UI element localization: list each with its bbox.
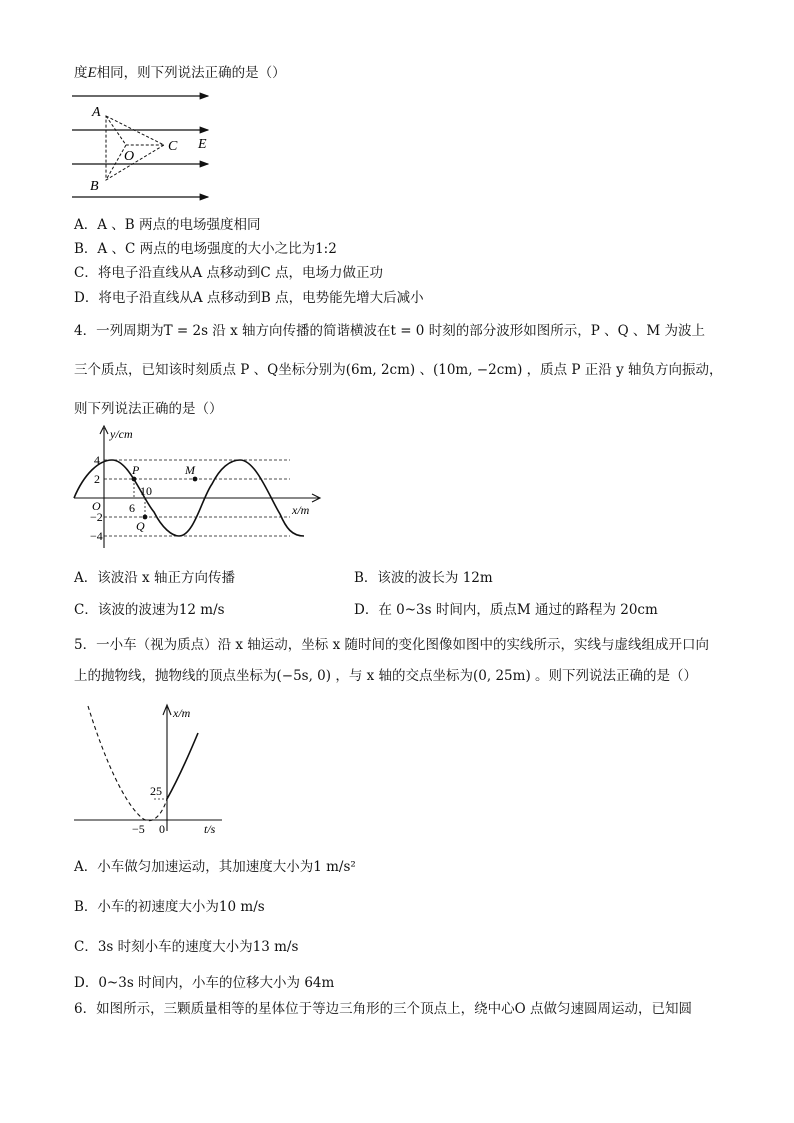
label-b: B	[90, 179, 99, 194]
q4-option-a: A．该波沿 x 轴正方向传播	[74, 570, 235, 586]
q3-field-figure	[70, 88, 220, 204]
q4-option-d: D．在 0~3s 时间内，质点M 通过的路程为 20cm	[354, 602, 658, 618]
label-c: C	[168, 139, 178, 154]
q3-stem: 度E相同，则下列说法正确的是（）	[74, 65, 286, 81]
q6-stem-line-1: 6．如图所示，三颗质量相等的星体位于等边三角形的三个顶点上，绕中心O 点做匀速圆周运动，已知圆	[74, 1001, 692, 1017]
q4-stem-line-1: 4．一列周期为T = 2s 沿 x 轴方向传播的简谐横波在t = 0 时刻的部分波形如图所示，P 、Q 、M 为波上	[74, 323, 706, 339]
wave-ytick-2: 2	[94, 472, 100, 486]
q5-option-b: B．小车的初速度大小为10 m/s	[74, 899, 265, 915]
q5-option-d: D．0~3s 时间内，小车的位移大小为 64m	[74, 975, 335, 991]
q5-stem-line-1: 5．一小车（视为质点）沿 x 轴运动，坐标 x 随时间的变化图像如图中的实线所示，实线与虚线组成开口向	[74, 637, 709, 653]
q4-stem-line-2: 三个质点，已知该时刻质点 P 、Q坐标分别为(6m, 2cm) 、(10m, −2cm) ，质点 P 正沿 y 轴负方向振动，	[74, 362, 723, 378]
parabola-label-25: 25	[150, 784, 162, 798]
q4-wave-figure	[74, 424, 324, 554]
wave-xtick-10: 10	[140, 484, 152, 498]
wave-ylabel: y/cm	[110, 427, 133, 441]
wave-xlabel: x/m	[292, 503, 310, 517]
point-p	[132, 477, 137, 482]
wave-ytick-4: 4	[94, 453, 100, 467]
parabola-solid	[167, 733, 198, 799]
q3-option-a: A．A 、B 两点的电场强度相同	[74, 217, 261, 233]
q4-option-c: C．该波的波速为12 m/s	[74, 602, 225, 618]
wave-ytick-neg4: −4	[90, 529, 103, 543]
q5-stem-line-2: 上的抛物线，抛物线的顶点坐标为(−5s, 0) ，与 x 轴的交点坐标为(0, 25m) 。则下列说法正确的是（）	[74, 668, 697, 684]
parabola-xlabel: t/s	[204, 822, 216, 836]
parabola-label-0: 0	[159, 822, 165, 836]
wave-origin: O	[92, 499, 101, 513]
wave-label-m: M	[185, 463, 195, 477]
q4-option-b: B．该波的波长为 12m	[354, 570, 493, 586]
q3-option-c: C．将电子沿直线从A 点移动到C 点，电场力做正功	[74, 265, 383, 281]
label-a: A	[92, 105, 101, 120]
q5-parabola-figure	[74, 703, 224, 837]
parabola-label-neg5: −5	[132, 822, 145, 836]
q5-option-c: C．3s 时刻小车的速度大小为13 m/s	[74, 939, 299, 955]
q3-option-b: B．A 、C 两点的电场强度的大小之比为1:2	[74, 241, 337, 257]
q3-option-d: D．将电子沿直线从A 点移动到B 点，电势能先增大后减小	[74, 290, 424, 306]
parabola-ylabel: x/m	[173, 706, 191, 720]
label-e: E	[198, 137, 207, 152]
wave-label-p: P	[132, 463, 140, 477]
q4-stem-line-3: 则下列说法正确的是（）	[74, 401, 223, 417]
wave-ytick-neg2: −2	[90, 510, 103, 524]
parabola-dashed	[88, 706, 167, 821]
triangle-center-lines	[106, 116, 164, 180]
q5-option-a: A．小车做匀加速运动，其加速度大小为1 m/s²	[74, 859, 356, 875]
point-m	[193, 477, 198, 482]
label-o: O	[124, 149, 135, 164]
wave-xtick-6: 6	[129, 501, 135, 515]
wave-label-q: Q	[136, 519, 145, 533]
triangle-abc	[106, 116, 164, 180]
